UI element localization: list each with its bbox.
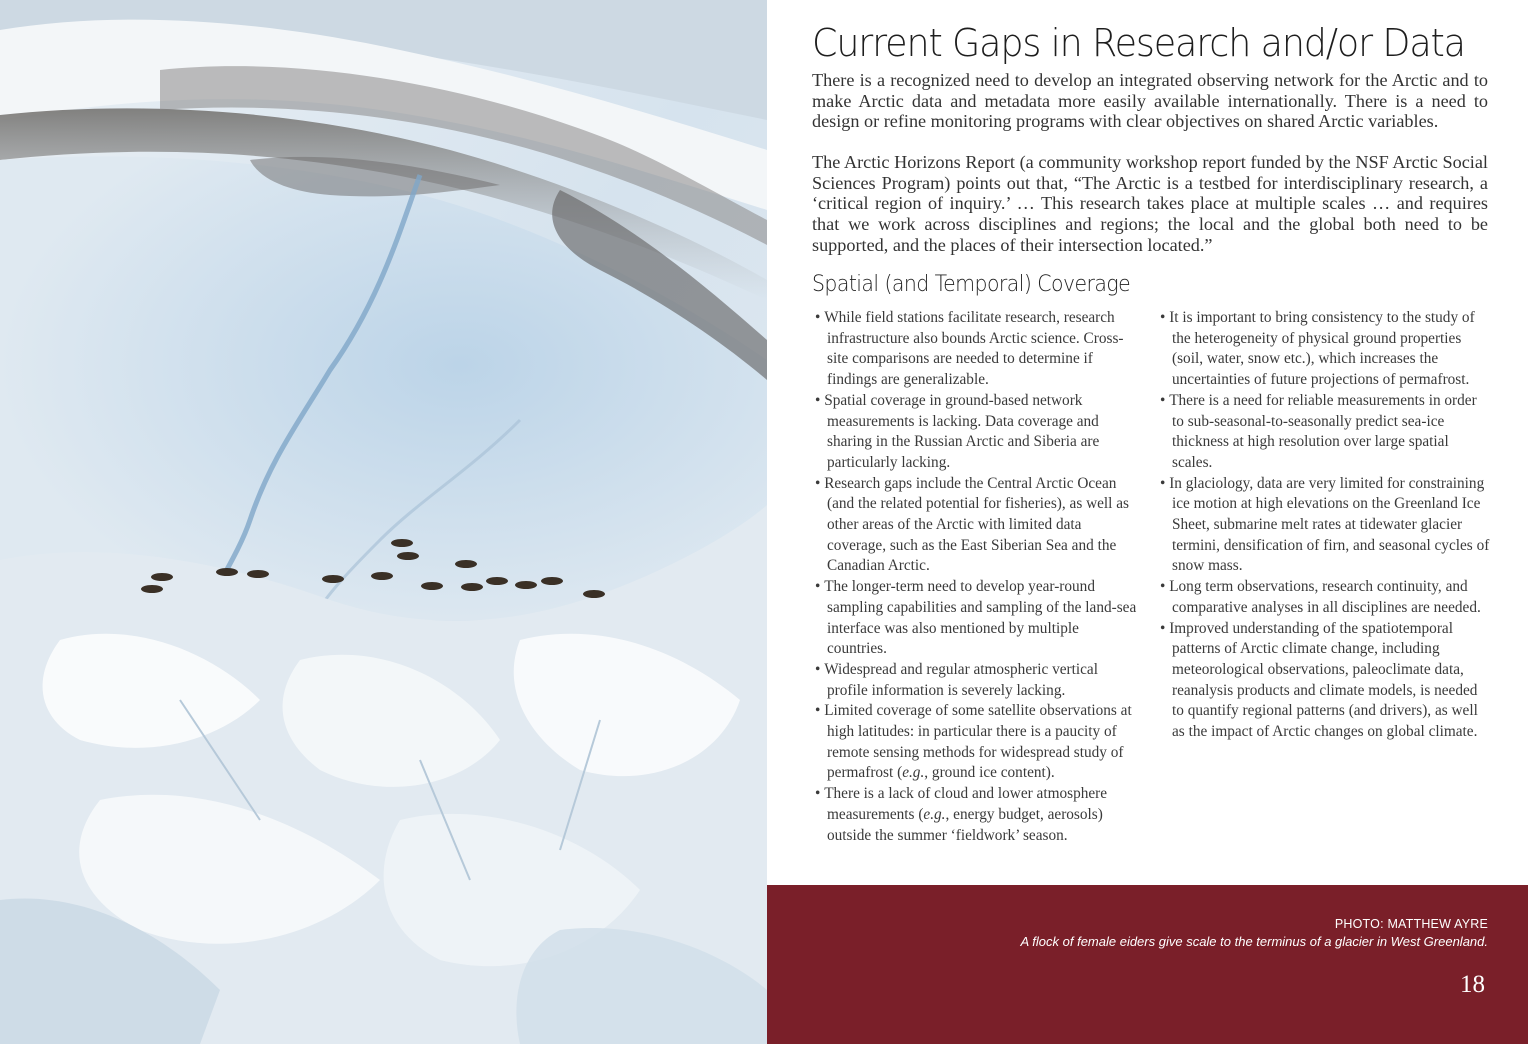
list-item: • There is a lack of cloud and lower atmosphere measurements (e.g., energy budget, aerosols) outside the summer ‘fieldwork’ season. bbox=[812, 784, 1142, 846]
bullet-list-left bbox=[812, 308, 1142, 846]
list-item: • Limited coverage of some satellite observations at high latitudes: in particular there is a paucity of remote sensing methods for widespread study of permafrost (e.g., ground ice content). bbox=[812, 701, 1142, 784]
list-item: • The longer-term need to develop year-round sampling capabilities and sampling of the land-sea interface was also mentioned by multiple countries. bbox=[812, 577, 1142, 660]
list-item: • While field stations facilitate research, research infrastructure also bounds Arctic science. Cross-site comparisons are needed to determine if findings are generalizable. bbox=[812, 308, 1142, 391]
list-item: • It is important to bring consistency to the study of the heterogeneity of physical ground properties (soil, water, snow etc.), which increases the uncertainties of future projections of permafrost. bbox=[1157, 308, 1490, 391]
page-number: 18 bbox=[1460, 971, 1485, 998]
caption-band bbox=[767, 885, 1528, 1044]
bullet-list-right bbox=[1157, 308, 1490, 743]
list-item: • Long term observations, research continuity, and comparative analyses in all disciplines are needed. bbox=[1157, 577, 1490, 618]
intro-paragraph: There is a recognized need to develop an integrated observing network for the Arctic and to make Arctic data and metadata more easily available internationally. There is a need to design or refine monitoring programs with clear objectives on shared Arctic variables. bbox=[812, 70, 1488, 132]
photo-credit: PHOTO: MATTHEW AYRE bbox=[1334, 917, 1488, 931]
horizons-paragraph: The Arctic Horizons Report (a community workshop report funded by the NSF Arctic Social Sciences Program) points out that, “The Arctic is a testbed for interdisciplinary research, a ‘critical region of inquiry.’ … This research takes place at multiple scales … and requires that we work across disciplines and regions; the local and the global both need to be supported, and the places of their intersection located.” bbox=[812, 152, 1488, 255]
list-item: • Research gaps include the Central Arctic Ocean (and the related potential for fisheries), as well as other areas of the Arctic with limited data coverage, such as the East Siberian Sea and the Canadian Arctic. bbox=[812, 474, 1142, 578]
list-item: • There is a need for reliable measurements in order to sub-seasonal-to-seasonally predict sea-ice thickness at high resolution over large spatial scales. bbox=[1157, 391, 1490, 474]
list-item: • In glaciology, data are very limited for constraining ice motion at high elevations on the Greenland Ice Sheet, submarine melt rates at tidewater glacier termini, densification of firn, and seasonal cycles of snow mass. bbox=[1157, 474, 1490, 578]
photo-caption: A flock of female eiders give scale to the terminus of a glacier in West Greenland. bbox=[1020, 934, 1488, 949]
page-title: Current Gaps in Research and/or Data bbox=[812, 21, 1465, 65]
list-item: • Spatial coverage in ground-based network measurements is lacking. Data coverage and sharing in the Russian Arctic and Siberia are particularly lacking. bbox=[812, 391, 1142, 474]
list-item: • Improved understanding of the spatiotemporal patterns of Arctic climate change, including meteorological observations, paleoclimate data, reanalysis products and climate models, is needed to quantify regional patterns (and drivers), as well as the impact of Arctic changes on global climate. bbox=[1157, 619, 1490, 743]
list-item: • Widespread and regular atmospheric vertical profile information is severely lacking. bbox=[812, 660, 1142, 701]
section-subtitle: Spatial (and Temporal) Coverage bbox=[812, 272, 1131, 297]
